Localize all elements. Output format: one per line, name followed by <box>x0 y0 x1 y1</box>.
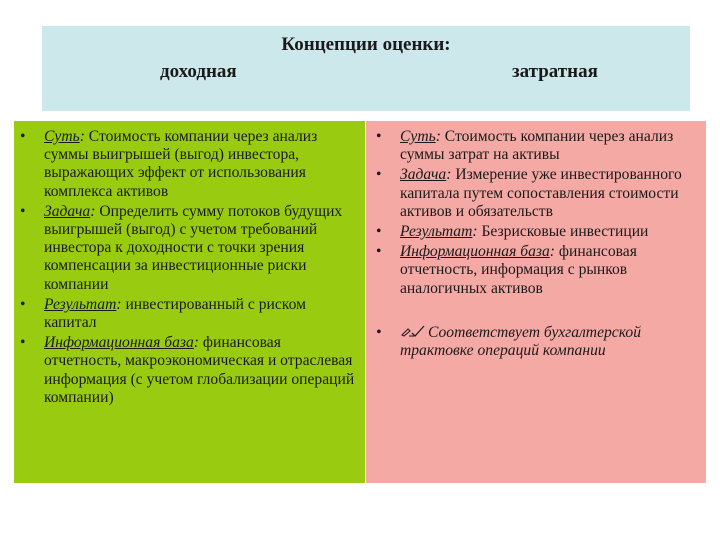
header-panel <box>42 26 690 111</box>
bullet: • <box>20 202 26 220</box>
cost-approach-column <box>366 121 706 483</box>
term-separator: : <box>435 128 441 145</box>
term-label: Задача <box>400 166 447 184</box>
bullet: • <box>20 295 26 313</box>
list-item-result <box>376 223 700 241</box>
bullet: • <box>376 223 382 241</box>
term-separator: : <box>193 334 199 352</box>
list-item-conclusion <box>376 324 700 360</box>
term-label: Результат <box>400 223 473 241</box>
term-separator: : <box>446 166 452 184</box>
term-label: Информационная база <box>400 243 550 261</box>
list-item-info-base <box>376 243 700 298</box>
list-item-info-base <box>20 334 359 407</box>
list-item-essence <box>20 128 359 201</box>
item-text: Стоимость компании через анализ суммы затрат на активы <box>400 128 674 164</box>
term-label: Результат <box>44 295 117 313</box>
cost-approach-list <box>376 128 700 360</box>
pen-check-icon <box>400 324 426 342</box>
item-text: инвестированный с риском капитал <box>44 295 306 332</box>
term-label: Информационная база <box>44 334 194 352</box>
item-text: Измерение уже инвестированного капитала путем сопоставления стоимости активов и обязательств <box>400 166 682 220</box>
item-text: Определить сумму потоков будущих выигрышей (выгод) с учетом требований инвестора к доходности с точки зрения компенсации за инвестиционные риски компании <box>44 202 343 293</box>
term-separator: : <box>116 295 122 313</box>
bullet: • <box>20 334 26 352</box>
income-approach-list <box>20 128 359 407</box>
bullet: • <box>20 128 26 145</box>
item-text: Безрисковые инвестиции <box>477 223 649 241</box>
term-separator: : <box>90 202 96 220</box>
term-label: Суть <box>44 128 80 145</box>
conclusion-text: Соответствует бухгалтерской трактовке операций компании <box>400 323 642 360</box>
bullet: • <box>376 243 382 261</box>
list-item-task <box>20 203 359 294</box>
term-separator: : <box>472 223 478 241</box>
income-approach-column <box>14 121 365 483</box>
bullet: • <box>376 128 382 145</box>
bullet: • <box>376 323 382 341</box>
list-item-essence <box>376 128 700 164</box>
item-text: Стоимость компании через анализ суммы выигрышей (выгод) инвестора, выражающих эффект от использования комплекса активов <box>44 128 318 200</box>
bullet: • <box>376 166 382 184</box>
term-separator: : <box>549 243 555 261</box>
term-label: Задача <box>44 202 91 220</box>
slide-title: Концепции оценки: <box>281 34 451 55</box>
item-text: финансовая отчетность, информация с рынков аналогичных активов <box>400 243 637 297</box>
term-separator: : <box>79 128 85 145</box>
list-item-result <box>20 296 359 332</box>
term-label: Суть <box>400 128 436 145</box>
item-text: финансовая отчетность, макроэкономическая и отраслевая информация (с учетом глобализации операций компании) <box>44 334 355 406</box>
list-item-task <box>376 166 700 221</box>
income-approach-label: доходная <box>160 61 237 82</box>
cost-approach-label: затратная <box>512 61 598 82</box>
